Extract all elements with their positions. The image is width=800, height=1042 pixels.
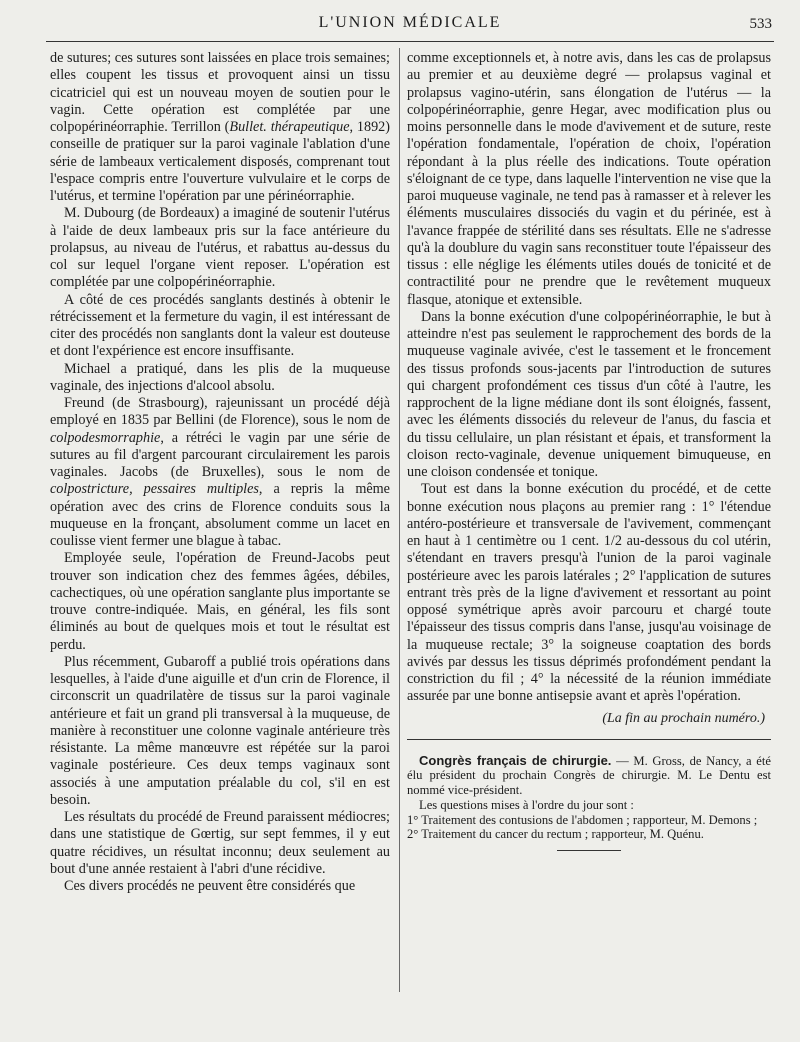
column-divider [399, 48, 400, 992]
paragraph-freund: Freund (de Strasbourg), rajeunissant un procédé déjà employé en 1835 par Bellini (de Florence), sous le nom de colpodesmorraphie, a rétréci le vagin par une série de sutures au fil d'argent parcourant circulairement les parois vaginales. Jacobs (de Bruxelles), sous le nom de colpostricture, pessaires multiples, a repris la même opération avec des crins de Florence conduits sous la muqueuse en la fronçant, absolument comme un lacet en coulisse vient fermer une blague à tabac. [50, 395, 390, 549]
citation-title: Bullet. thérapeutique [229, 119, 350, 135]
paragraph-freund-jacobs: Employée seule, l'opération de Freund-Jacobs peut trouver son indication chez des femmes âgées, débiles, cachectiques, où une opération sanglante plus importante se trouve contre-indiquée. Mais, en général, les fils sont éliminés au bout de quelques mois et tout le résultat est perdu. [50, 550, 390, 653]
right-column [407, 50, 771, 851]
section-rule [407, 739, 771, 740]
paragraph-bonne-execution: Dans la bonne exécution d'une colpopérinéorraphie, le but à atteindre n'est pas seulement le rapprochement des bords de la muqueuse vaginale avivée, c'est le tassement et le froncement des tissus profonds sous-jacents par l'introduction de sutures qui chargent profondément ces tissus d'un côté à l'autre, les rapprochent de la ligne médiane dont ils sont éloignés, fassent, avec les éléments dissociés du releveur de l'anus, du fascia et du tissu cellulaire, un plan résistant et épais, et transforment la cloison recto-vaginale, devenue uniquement bimuqueuse, en une cloison condensée et tonique. [407, 308, 771, 480]
paragraph-michael: Michael a pratiqué, dans les plis de la muqueuse vaginale, des injections d'alcool absolu. [50, 360, 390, 394]
news-agenda-item: 2° Traitement du cancer du rectum ; rapporteur, M. Quénu. [407, 827, 704, 842]
news-item-congres [407, 754, 771, 842]
paragraph-non-sanglants: A côté de ces procédés sanglants destinés à obtenir le rétrécissement et la fermeture du vagin, il est intéressant de citer des procédés non sanglants dont la valeur est douteuse et dont l'expérience est encore insuffisante. [50, 291, 390, 360]
term-colpodesmorraphie: colpodesmorraphie [50, 429, 161, 446]
page-number: 533 [749, 16, 772, 32]
continuation-note: (La fin au prochain numéro.) [602, 710, 765, 726]
paragraph-dubourg: M. Dubourg (de Bordeaux) a imaginé de soutenir l'utérus à l'aide de deux lambeaux pris sur la face antérieure du prolapsus, au niveau de l'utérus, et rabattus au-dessus du col sur lequel l'organe vient reposer. L'opération est complétée par une colpopérinéorraphie. [50, 205, 390, 291]
news-title: Congrès français de chirurgie. [419, 752, 612, 768]
news-paragraph [407, 754, 771, 798]
page-header [48, 14, 772, 36]
paragraph-resultats: Les résultats du procédé de Freund paraissent médiocres; dans une statistique de Gœrtig, sur sept femmes, il y eut quatre récidives, un résultat inconnu; deux seulement au bout d'une année restaient à l'abri d'une récidive. [50, 809, 390, 877]
news-agenda-item: 1° Traitement des contusions de l'abdomen ; rapporteur, M. Demons ; [407, 812, 758, 827]
term-colpostricture: colpostricture, pessaires multiples [50, 481, 259, 498]
news-intro: Les questions mises à l'ordre du jour sont : [419, 797, 634, 812]
running-title: L'UNION MÉDICALE [318, 14, 502, 31]
paragraph-gubaroff: Plus récemment, Gubaroff a publié trois opérations dans lesquelles, à l'aide d'une aiguille et d'un crin de Florence, il circonscrit un quadrilatère de tissus sur la paroi vaginale antérieure et fait un grand pli transversal à la muqueuse, de manière à reconstituer une colonne vaginale antérieure très résistante. La même manœuvre est répétée sur la paroi vaginale postérieure. Ces deux temps vaginaux sont associés à une amputation préalable du col, s'il en est besoin. [50, 653, 390, 808]
header-rule [46, 41, 774, 42]
paragraph-tout-est: Tout est dans la bonne exécution du procédé, et de cette bonne exécution nous plaçons au premier rang : 1° l'étendue antéro-postérieure et transversale de l'avivement, commençant en haut à 1 centimètre ou 1 cent. 1/2 au-dessous du col utérin, s'étendant en travers presqu'à l'union de la paroi vaginale postérieure avec les parois latérales ; 2° l'application de sutures entrant très près de la ligne d'avivement et ressortant au point opposé symétrique après avoir parcouru et chargé toute l'épaisseur des tissus compris dans l'anse, jusqu'au voisinage de la muqueuse rectale; 3° la soigneuse coaptation des bords avivés par dessus les tissus déprimés profondément pendant la constriction du fil ; 4° la nécessité de la réunion immédiate assurée par une bonne antisepsie avant et après l'opération. [407, 481, 771, 705]
news-text: — M. Gross, de Nancy, a été élu président du prochain Congrès de chirurgie. M. Le Dentu est nommé vice-président. [407, 753, 771, 798]
paragraph-exceptionnels: comme exceptionnels et, à notre avis, dans les cas de prolapsus au premier et au deuxième degré — prolapsus vaginal et prolapsus vagino-utérin, sans élongation de l'utérus — la colpopérinéorraphie, genre Hegar, avec modification plus ou moins personnelle dans le mode d'avivement et de suture, reste l'opération fondamentale, l'opération de choix, l'opération répondant à la plus réelle des indications. Toute opération s'éloignant de ce type, dans laquelle l'intervention ne vise que la paroi muqueuse vaginale, ne tend pas à ramasser et à relever les éléments musculaires dissociés du vagin et du périnée, est à l'avance frappée de stérilité dans ses résultats. Elle ne s'adresse qu'à la doublure du vagin sans reconstituer toute l'épaisseur des tissus : elle néglige les éléments utiles doués de tonicité et de contractilité pour ne prendre que le revêtement muqueux flasque, atonique et extensible. [407, 50, 771, 308]
end-rule [557, 850, 621, 851]
left-column [50, 50, 390, 895]
paragraph-sutures: de sutures; ces sutures sont laissées en place trois semaines; elles coupent les tissus et provoquent ainsi un tissu cicatriciel qui est un nouveau moyen de soutien pour le vagin. Cette opération est complétée par une colpopérinéorraphie. Terrillon (Bullet. thérapeutique, 1892) conseille de pratiquer sur la paroi vaginale l'ablation d'une série de lambeaux verticalement disposés, comprenant tout l'espace compris entre l'ouverture vulvulaire et le corps de l'utérus, et termine l'opération par une périnéorraphie. [50, 50, 391, 204]
paragraph-divers: Ces divers procédés ne peuvent être considérés que [64, 878, 356, 894]
